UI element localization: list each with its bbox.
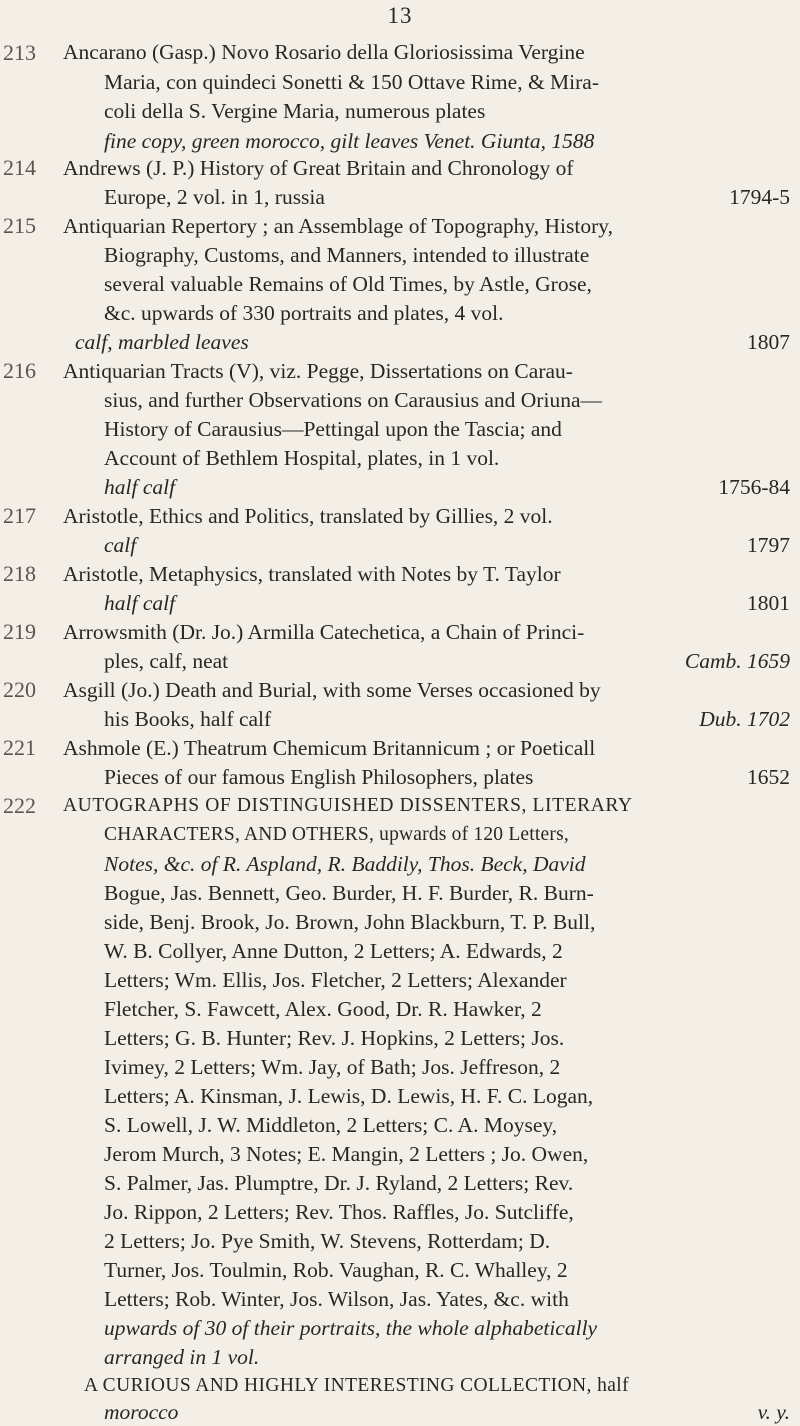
entry-line: Account of Bethlem Hospital, plates, in 1 vol. xyxy=(104,446,500,470)
entry-line: side, Benj. Brook, Jo. Brown, John Blackburn, T. P. Bull, xyxy=(104,910,596,934)
entry-line: coli della S. Vergine Maria, numerous plates xyxy=(104,99,486,123)
entry-line: fine copy, green morocco, gilt leaves Venet. Giunta, 1588 xyxy=(104,129,595,153)
lot-number: 222 xyxy=(3,793,36,818)
entry-line: Letters; G. B. Hunter; Rev. J. Hopkins, 2 Letters; Jos. xyxy=(104,1026,565,1050)
lot-number: 214 xyxy=(3,155,36,180)
lot-number: 219 xyxy=(3,619,36,644)
entry-line: Biography, Customs, and Manners, intended to illustrate xyxy=(104,243,590,267)
entry-line: several valuable Remains of Old Times, by Astle, Grose, xyxy=(104,272,592,296)
entry-line: Letters; Rob. Winter, Jos. Wilson, Jas. Yates, &c. with xyxy=(104,1287,569,1311)
entry-line: sius, and further Observations on Carausius and Oriuna— xyxy=(104,388,602,412)
entry-line: Pieces of our famous English Philosophers, plates xyxy=(104,765,534,789)
entry-date: 1652 xyxy=(747,765,790,789)
lot-number: 215 xyxy=(3,213,36,238)
entry-line: S. Lowell, J. W. Middleton, 2 Letters; C. A. Moysey, xyxy=(104,1113,558,1137)
entry-line: Notes, &c. of R. Aspland, R. Baddily, Thos. Beck, David xyxy=(104,852,586,876)
entry-line: arranged in 1 vol. xyxy=(104,1345,260,1369)
entry-line: Ashmole (E.) Theatrum Chemicum Britannicum ; or Poeticall xyxy=(63,736,596,760)
lot-number: 216 xyxy=(3,358,36,383)
lot-number: 217 xyxy=(3,503,36,528)
entry-line: Antiquarian Repertory ; an Assemblage of Topography, History, xyxy=(63,214,614,238)
entry-line: Maria, con quindeci Sonetti & 150 Ottave Rime, & Mira- xyxy=(104,70,599,94)
lot-number: 218 xyxy=(3,561,36,586)
entry-line: Bogue, Jas. Bennett, Geo. Burder, H. F. Burder, R. Burn- xyxy=(104,881,594,905)
entry-line: calf, marbled leaves xyxy=(75,330,249,354)
entry-date: 1794-5 xyxy=(729,185,790,209)
entry-line: AUTOGRAPHS OF DISTINGUISHED DISSENTERS, LITERARY xyxy=(63,795,633,816)
entry-line: Andrews (J. P.) History of Great Britain and Chronology of xyxy=(63,156,574,180)
entry-line: his Books, half calf xyxy=(104,707,272,731)
entry-line: calf xyxy=(104,533,137,557)
entry-line: A CURIOUS AND HIGHLY INTERESTING COLLECTION, half xyxy=(84,1375,630,1396)
entry-date: v. y. xyxy=(757,1400,790,1424)
lot-number: 220 xyxy=(3,677,36,702)
entry-date: Dub. 1702 xyxy=(699,707,790,731)
page-number: 13 xyxy=(387,3,413,28)
entry-line: Jerom Murch, 3 Notes; E. Mangin, 2 Letters ; Jo. Owen, xyxy=(104,1142,589,1166)
entry-line: half calf xyxy=(104,475,176,499)
entry-line: upwards of 30 of their portraits, the whole alphabetically xyxy=(104,1316,598,1340)
entry-line: W. B. Collyer, Anne Dutton, 2 Letters; A. Edwards, 2 xyxy=(104,939,563,963)
entry-line: Aristotle, Metaphysics, translated with Notes by T. Taylor xyxy=(63,562,561,586)
entry-line: Jo. Rippon, 2 Letters; Rev. Thos. Raffles, Jo. Sutcliffe, xyxy=(104,1200,574,1224)
entry-line: History of Carausius—Pettingal upon the Tascia; and xyxy=(104,417,562,441)
entry-line: Ivimey, 2 Letters; Wm. Jay, of Bath; Jos. Jeffreson, 2 xyxy=(104,1055,561,1079)
entry-line: Letters; A. Kinsman, J. Lewis, D. Lewis, H. F. C. Logan, xyxy=(104,1084,594,1108)
entry-line: Letters; Wm. Ellis, Jos. Fletcher, 2 Letters; Alexander xyxy=(104,968,567,992)
entry-line: Fletcher, S. Fawcett, Alex. Good, Dr. R. Hawker, 2 xyxy=(104,997,542,1021)
entry-line: Turner, Jos. Toulmin, Rob. Vaughan, R. C. Whalley, 2 xyxy=(104,1258,568,1282)
entry-line: half calf xyxy=(104,591,176,615)
entry-line: &c. upwards of 330 portraits and plates, 4 vol. xyxy=(104,301,504,325)
entry-date: 1756-84 xyxy=(718,475,790,499)
entry-line: Arrowsmith (Dr. Jo.) Armilla Catechetica, a Chain of Princi- xyxy=(63,620,585,644)
entry-line: morocco xyxy=(104,1400,179,1424)
entry-date: 1797 xyxy=(747,533,790,557)
entry-line: Europe, 2 vol. in 1, russia xyxy=(104,185,325,209)
entry-line: 2 Letters; Jo. Pye Smith, W. Stevens, Rotterdam; D. xyxy=(104,1229,551,1253)
entry-line: Aristotle, Ethics and Politics, translated by Gillies, 2 vol. xyxy=(63,504,553,528)
entry-date: 1801 xyxy=(747,591,790,615)
entry-line: ples, calf, neat xyxy=(104,649,229,673)
entry-date: Camb. 1659 xyxy=(684,649,790,673)
entry-date: 1807 xyxy=(747,330,790,354)
lot-number: 221 xyxy=(3,735,36,760)
entry-line: Ancarano (Gasp.) Novo Rosario della Gloriosissima Vergine xyxy=(63,40,585,64)
entry-line: Asgill (Jo.) Death and Burial, with some Verses occasioned by xyxy=(63,678,601,702)
entry-line: Antiquarian Tracts (V), viz. Pegge, Dissertations on Carau- xyxy=(63,359,573,383)
entry-line: CHARACTERS, AND OTHERS, upwards of 120 Letters, xyxy=(104,824,569,845)
lot-number: 213 xyxy=(3,40,36,65)
entry-line: S. Palmer, Jas. Plumptre, Dr. J. Ryland, 2 Letters; Rev. xyxy=(104,1171,574,1195)
